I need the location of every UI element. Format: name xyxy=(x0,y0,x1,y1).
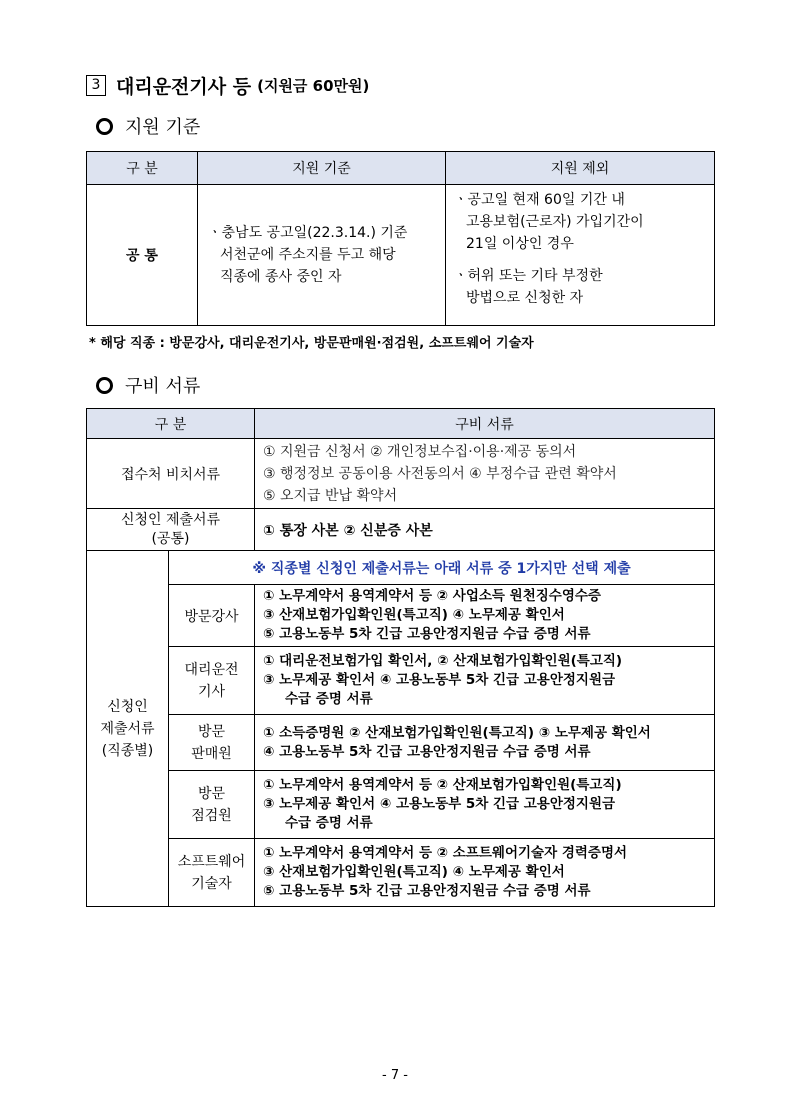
doc-line: ③ 행정정보 공동이용 사전동의서 ④ 부정수급 관련 확약서 xyxy=(263,465,617,482)
criteria-line: ㆍ충남도 공고일(22.3.14.) 기준 xyxy=(208,225,408,241)
exclusion-line: ㆍ허위 또는 기타 부정한 xyxy=(454,268,603,284)
exclusion-text xyxy=(446,185,715,326)
doc-line: 수급 증명 서류 xyxy=(285,691,373,707)
criteria-line: 직종에 종사 중인 자 xyxy=(220,269,342,285)
job-name-line: 점검원 xyxy=(191,807,232,824)
doc-line: ① 노무계약서 용역계약서 등 ② 소프트웨어기술자 경력증명서 xyxy=(263,845,628,861)
documents-heading-text: 구비 서류 xyxy=(125,376,201,397)
section-heading xyxy=(86,72,369,99)
section-subtitle: (지원금 60만원) xyxy=(257,77,370,95)
doc-line: ③ 노무제공 확인서 ④ 고용노동부 5차 긴급 고용안정지원금 xyxy=(263,796,616,812)
job-items xyxy=(255,647,715,715)
by-job-notice: ※ 직종별 신청인 제출서류는 아래 서류 중 1가지만 선택 제출 xyxy=(169,551,715,585)
by-job-label xyxy=(87,551,169,907)
section-number: 3 xyxy=(86,75,106,96)
job-name xyxy=(169,715,255,771)
doc-line: ③ 노무제공 확인서 ④ 고용노동부 5차 긴급 고용안정지원금 xyxy=(263,672,616,688)
exclusion-line: 21일 이상인 경우 xyxy=(466,236,574,252)
job-name xyxy=(169,839,255,907)
criteria-row-label: 공 통 xyxy=(87,185,198,326)
applicant-common-items: ① 통장 사본 ② 신분증 사본 xyxy=(255,509,715,551)
job-name xyxy=(169,771,255,839)
exclusion-line: 방법으로 신청한 자 xyxy=(466,290,584,306)
label-line: 신청인 xyxy=(107,698,148,715)
criteria-header-category: 구 분 xyxy=(87,152,198,185)
criteria-heading xyxy=(96,113,200,139)
applicant-common-label xyxy=(87,509,255,551)
job-items xyxy=(255,771,715,839)
criteria-text xyxy=(198,185,446,326)
doc-line: ⑤ 고용노동부 5차 긴급 고용안정지원금 수급 증명 서류 xyxy=(263,626,591,642)
circle-bullet-icon xyxy=(96,118,113,135)
doc-line: ③ 산재보험가입확인원(특고직) ④ 노무제공 확인서 xyxy=(263,607,565,623)
job-name-line: 방문 xyxy=(197,723,226,740)
criteria-header-criteria: 지원 기준 xyxy=(198,152,446,185)
doc-line: ① 대리운전보험가입 확인서, ② 산재보험가입확인원(특고직) xyxy=(263,653,623,669)
reception-items xyxy=(255,439,715,509)
job-name-line: 방문강사 xyxy=(184,608,239,625)
documents-header-category: 구 분 xyxy=(87,409,255,439)
label-line: 제출서류 xyxy=(100,720,155,737)
criteria-table xyxy=(86,151,715,326)
reception-label: 접수처 비치서류 xyxy=(87,439,255,509)
documents-table xyxy=(86,408,715,907)
doc-line: ① 지원금 신청서 ② 개인정보수집·이용·제공 동의서 xyxy=(263,443,577,460)
label-line: (공통) xyxy=(151,530,190,547)
job-items xyxy=(255,839,715,907)
label-line: 신청인 제출서류 xyxy=(120,511,221,528)
doc-line: ① 노무계약서 용역계약서 등 ② 산재보험가입확인원(특고직) xyxy=(263,777,622,793)
criteria-heading-text: 지원 기준 xyxy=(125,117,201,138)
job-items xyxy=(255,715,715,771)
documents-heading xyxy=(96,372,200,398)
job-name-line: 기술자 xyxy=(191,875,232,892)
job-name xyxy=(169,647,255,715)
page-number: - 7 - xyxy=(382,1068,408,1083)
section-title: 대리운전기사 등 xyxy=(116,76,252,98)
job-name-line: 판매원 xyxy=(191,745,232,762)
doc-line: ⑤ 고용노동부 5차 긴급 고용안정지원금 수급 증명 서류 xyxy=(263,883,591,899)
doc-line: ① 노무계약서 용역계약서 등 ② 사업소득 원천징수영수증 xyxy=(263,588,601,604)
job-name-line: 소프트웨어 xyxy=(177,853,246,870)
exclusion-line: 고용보험(근로자) 가입기간이 xyxy=(466,214,644,230)
circle-bullet-icon xyxy=(96,377,113,394)
doc-line: 수급 증명 서류 xyxy=(285,815,373,831)
criteria-header-exclusion: 지원 제외 xyxy=(446,152,715,185)
criteria-line: 서천군에 주소지를 두고 해당 xyxy=(220,247,396,263)
doc-line: ④ 고용노동부 5차 긴급 고용안정지원금 수급 증명 서류 xyxy=(263,743,591,760)
job-items xyxy=(255,585,715,647)
label-line: (직종별) xyxy=(101,742,154,759)
documents-header-docs: 구비 서류 xyxy=(255,409,715,439)
job-name-line: 방문 xyxy=(197,785,226,802)
doc-line: ① 소득증명원 ② 산재보험가입확인원(특고직) ③ 노무제공 확인서 xyxy=(263,724,651,741)
job-name xyxy=(169,585,255,647)
job-types-note: * 해당 직종 : 방문강사, 대리운전기사, 방문판매원·점검원, 소프트웨어 기술자 xyxy=(89,336,534,351)
doc-line: ③ 산재보험가입확인원(특고직) ④ 노무제공 확인서 xyxy=(263,864,565,880)
doc-line: ⑤ 오지급 반납 확약서 xyxy=(263,487,398,504)
exclusion-line: ㆍ공고일 현재 60일 기간 내 xyxy=(454,192,625,208)
job-name-line: 대리운전 xyxy=(184,661,239,678)
job-name-line: 기사 xyxy=(197,683,226,700)
